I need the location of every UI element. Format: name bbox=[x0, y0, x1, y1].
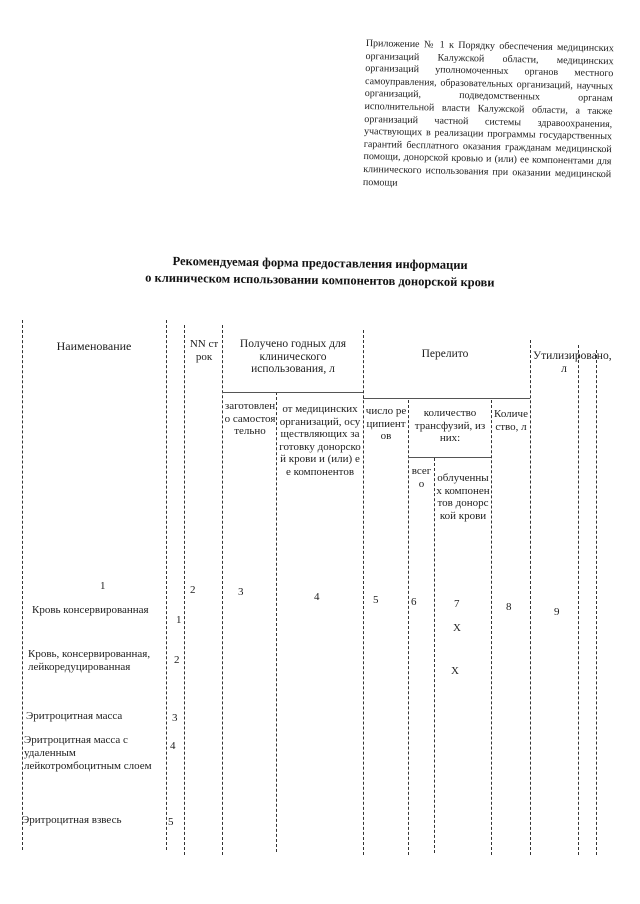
table-border-left bbox=[22, 320, 23, 850]
header-utilized: Утилизировано, л bbox=[533, 350, 612, 375]
row-name: Кровь консервированная bbox=[32, 604, 149, 616]
row-number: 5 bbox=[168, 816, 174, 828]
column-divider bbox=[166, 320, 167, 850]
header-total: всего bbox=[411, 465, 432, 490]
header-received: Получено годных для клинического использования, л bbox=[239, 338, 347, 375]
form-title-line-2: о клиническом использовании компонентов донорской крови bbox=[145, 270, 495, 290]
header-quantity: Количество, л bbox=[494, 408, 528, 433]
header-recipients: число реципиентов bbox=[365, 405, 407, 442]
row-divider bbox=[363, 398, 530, 399]
column-number: 5 bbox=[373, 594, 379, 606]
table-border-right bbox=[596, 350, 597, 855]
form-title bbox=[0, 251, 640, 294]
row-number: 4 bbox=[170, 740, 176, 752]
column-divider bbox=[578, 345, 579, 855]
row-name: Кровь, консервированная, лейкоредуцированная bbox=[28, 648, 151, 673]
row-divider bbox=[408, 457, 491, 458]
column-number: 3 bbox=[238, 586, 244, 598]
row-name: Эритроцитная масса с удаленным лейкотромбоцитным слоем bbox=[24, 734, 152, 772]
form-title-line-1: Рекомендуемая форма предоставления информации bbox=[172, 253, 468, 273]
row-name: Эритроцитная масса bbox=[26, 710, 123, 722]
column-number: 4 bbox=[314, 591, 320, 603]
column-number: 7 bbox=[454, 598, 460, 610]
column-divider bbox=[222, 325, 223, 855]
row-mark: Х bbox=[453, 622, 461, 634]
header-self-prepared: заготовлено самостоятельно bbox=[224, 400, 276, 437]
column-divider bbox=[363, 330, 364, 855]
header-name: Наименование bbox=[56, 339, 132, 353]
header-transfused: Перелито bbox=[421, 348, 469, 360]
row-divider bbox=[222, 392, 363, 393]
column-divider bbox=[276, 392, 277, 852]
row-number: 2 bbox=[174, 654, 180, 666]
column-number: 9 bbox=[554, 606, 560, 618]
column-number: 8 bbox=[506, 601, 512, 613]
column-divider bbox=[491, 400, 492, 855]
header-row-no: NN строк bbox=[189, 338, 219, 363]
column-number: 6 bbox=[411, 596, 417, 608]
header-transfusions: количество трансфузий, из них: bbox=[414, 407, 486, 444]
column-divider bbox=[530, 340, 531, 855]
column-number: 2 bbox=[190, 584, 196, 596]
column-divider bbox=[184, 325, 185, 855]
header-from-orgs: от медицинских организаций, осуществляющих заготовку донорской крови и (или) ее компонентов bbox=[279, 403, 361, 478]
column-divider bbox=[434, 458, 435, 853]
appendix-note: Приложение № 1 к Порядку обеспечения медицинских организаций Калужской области, медицинских организаций уполномоченных органов местного самоуправления, образовательных организаций, научных организаций, подведомственных органам исполнительной власти Калужской области, а также организаций частной системы здравоохранения, участвующих в реализации программы государственных гарантий бесплатного оказания гражданам медицинской помощи, донорской кровью и (или) ее компонентами для клинического использования при оказании медицинской помощи bbox=[362, 38, 614, 189]
header-irradiated: облученных компонентов донорской крови bbox=[436, 472, 490, 522]
column-number: 1 bbox=[100, 580, 106, 592]
row-number: 3 bbox=[172, 712, 178, 724]
row-mark: Х bbox=[451, 665, 459, 677]
column-divider bbox=[408, 400, 409, 855]
row-number: 1 bbox=[176, 614, 182, 626]
row-name: Эритроцитная взвесь bbox=[22, 814, 122, 826]
